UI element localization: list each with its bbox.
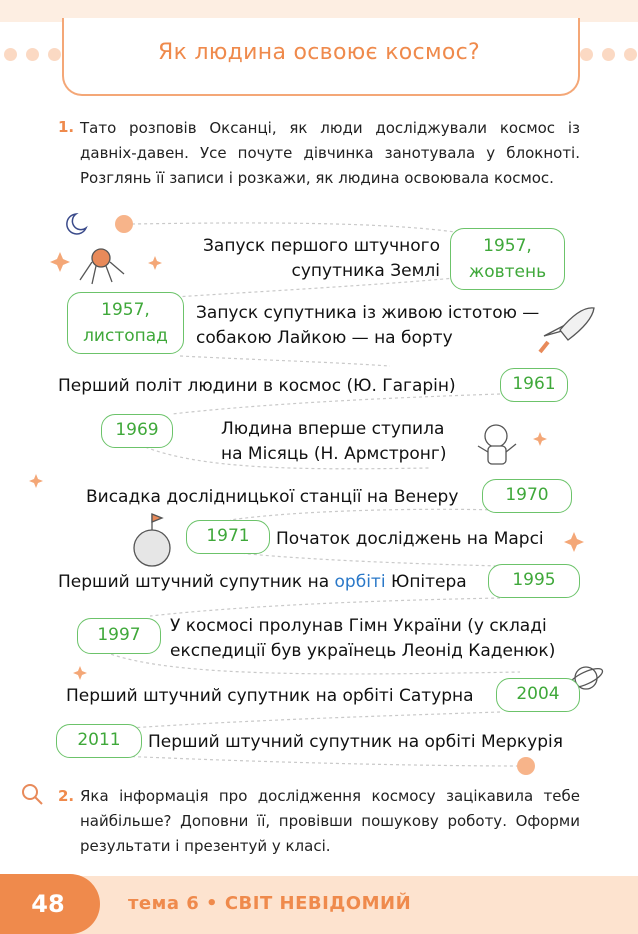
moon-flag-icon: [134, 514, 170, 566]
event-text: Людина вперше ступила на Місяць (Н. Армстронг): [221, 419, 447, 464]
event-date: 1971: [186, 520, 270, 554]
event-date: 2004: [496, 678, 580, 712]
event-date: 2011: [56, 724, 142, 758]
event-text: Запуск першого штучного супутника Землі: [203, 236, 440, 281]
task-number: 1.: [58, 118, 75, 136]
event-date: [67, 292, 184, 354]
event-text: [58, 570, 467, 595]
event-date: 1969: [101, 414, 173, 448]
search-icon: [23, 785, 42, 804]
page-number: 48: [31, 890, 65, 918]
event-date: 1995: [488, 564, 580, 598]
connector-line: [230, 552, 500, 566]
event-date-label: 1957, листопад: [83, 300, 168, 346]
event-date-label: 1957, жовтень: [468, 236, 547, 282]
moon-icon: [67, 214, 86, 234]
event-text: Перший штучний супутник на орбіті Меркурія: [148, 732, 563, 752]
connector-line: [120, 756, 522, 766]
event-text: Запуск супутника із живою істотою — собакою Лайкою — на борту: [196, 303, 540, 348]
task-text: Яка інформація про дослідження космосу зацікавила тебе найбільше? Доповни її, провівши пошукову роботу. Оформи результати і презентуй у класі.: [80, 787, 580, 855]
task-text: Тато розповів Оксанці, як люди досліджували космос із давніх-давен. Усе почуте дівчинка занотувала у блокноті. Розглянь її записи і розкажи, як людина освоювала космос.: [80, 119, 580, 187]
event-text-part: Юпітера: [385, 572, 467, 592]
astronaut-icon: [478, 425, 516, 464]
task-number: 2.: [58, 787, 75, 805]
timeline-node: [517, 757, 535, 775]
event-text: Перший політ людини в космос (Ю. Гагарін): [58, 376, 456, 396]
event-text: Висадка дослідницької станції на Венеру: [86, 487, 459, 507]
glossary-link[interactable]: орбіті: [334, 572, 386, 592]
event-text: Початок досліджень на Марсі: [276, 529, 544, 549]
event-date: [450, 228, 565, 290]
event-date: 1961: [500, 368, 568, 402]
event-text: У космосі пролунав Гімн України (у складі експедиції був українець Леонід Каденюк): [170, 616, 556, 661]
event-text: Перший штучний супутник на орбіті Сатурна: [66, 686, 474, 706]
page-title: Як людина освоює космос?: [158, 40, 480, 65]
timeline-node: [115, 215, 133, 233]
event-date: 1970: [482, 479, 572, 513]
event-date: 1997: [77, 618, 161, 654]
connector-line: [230, 509, 500, 520]
connector-line: [130, 712, 500, 728]
footer-theme: тема 6 • СВІТ НЕВІДОМИЙ: [128, 893, 412, 914]
event-text-part: Перший штучний супутник на: [58, 572, 335, 592]
connector-line: [180, 356, 390, 366]
sputnik-icon: [80, 249, 124, 284]
connector-line: [132, 223, 455, 232]
